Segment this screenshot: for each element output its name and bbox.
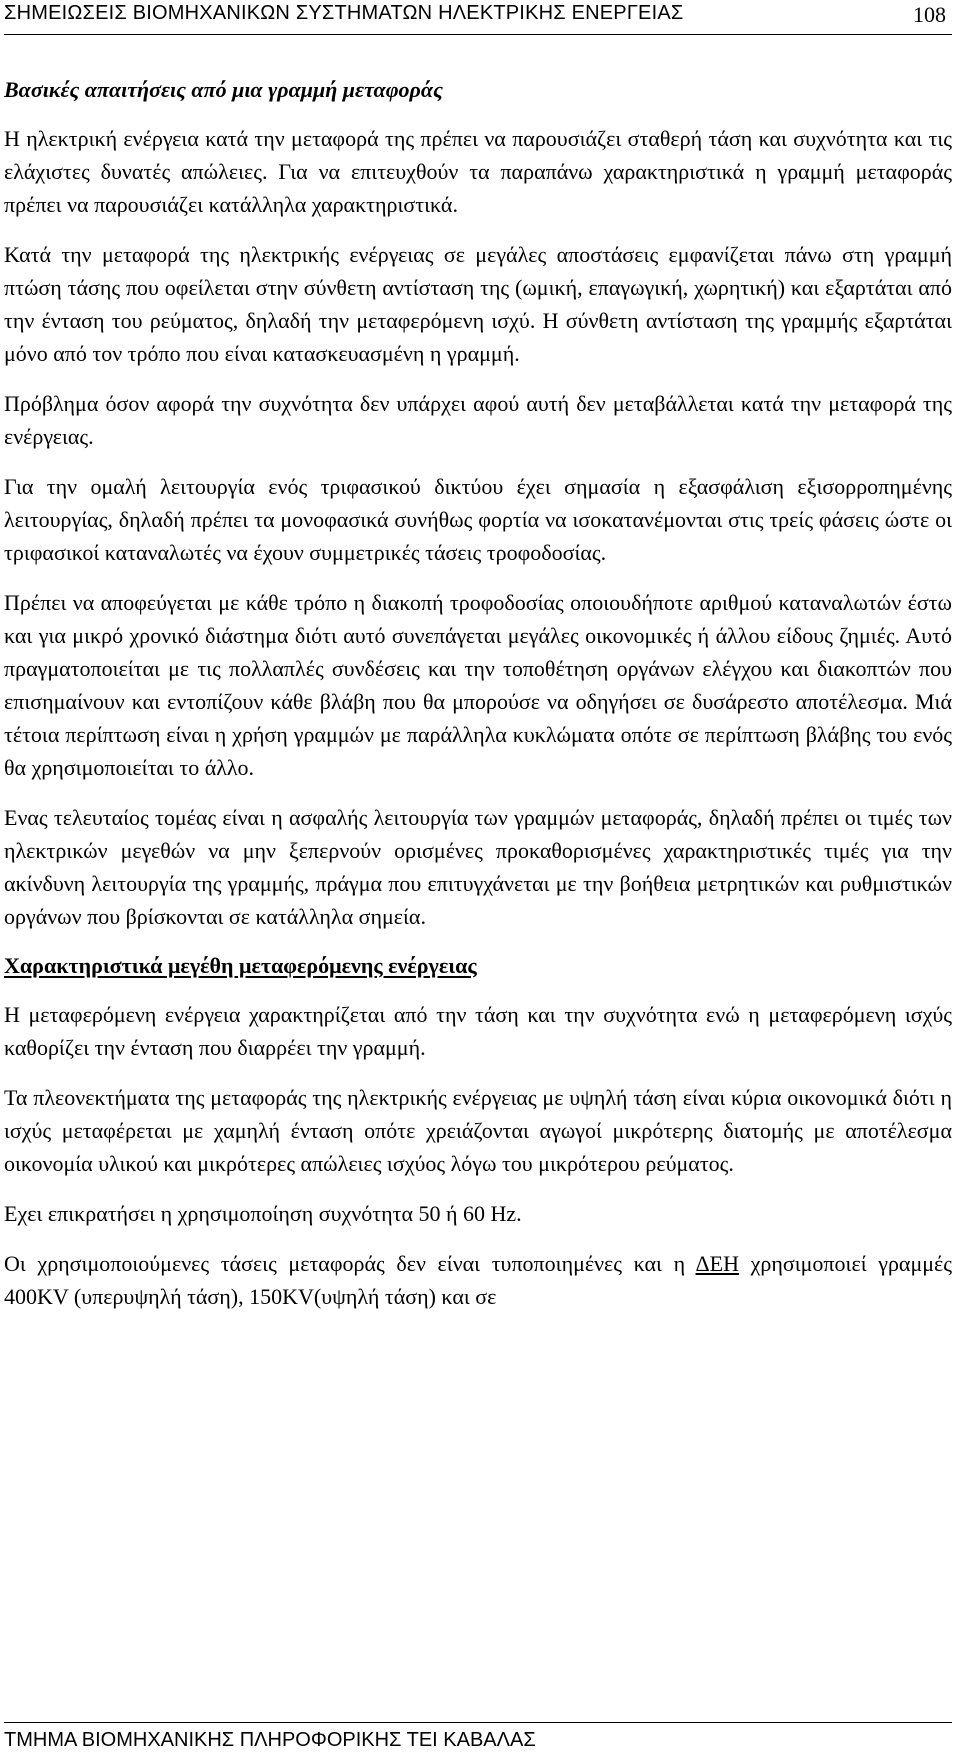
paragraph: Τα πλεονεκτήματα της μεταφοράς της ηλεκτρικής ενέργειας με υψηλή τάση είναι κύρια οικονομικά διότι η ισχύς μεταφέρεται με χαμηλή ένταση οπότε χρειάζονται αγωγοί μικρότερης διατομής με αποτέλεσμα οικονομία υλικού και μικρότερες απώλειες ισχύος λόγω του μικρότερου ρεύματος. [4,1085,952,1176]
paragraph: Πρόβλημα όσον αφορά την συχνότητα δεν υπάρχει αφού αυτή δεν μεταβάλλεται κατά την μεταφορά της ενέργειας. [4,391,952,449]
paragraph: Εχει επικρατήσει η χρησιμοποίηση συχνότητα 50 ή 60 Hz. [4,1201,522,1226]
paragraph: Για την ομαλή λειτουργία ενός τριφασικού δικτύου έχει σημασία η εξασφάλιση εξισορροπημένης λειτουργίας, δηλαδή πρέπει τα μονοφασικά συνήθως φορτία να ισοκατανέμονται στις τρείς φάσεις ώστε οι τριφασικοί καταναλωτές να έχουν συμμετρικές τάσεις τροφοδοσίας. [4,474,952,565]
document-body [4,74,952,1330]
page-number: 108 [913,2,946,27]
paragraph: Η μεταφερόμενη ενέργεια χαρακτηρίζεται από την τάση και την συχνότητα ενώ η μεταφερόμενη ισχύς καθορίζει την ένταση που διαρρέει την γραμμή. [4,1002,952,1060]
page-footer [4,1722,952,1762]
section-heading: Βασικές απαιτήσεις από μια γραμμή μεταφοράς [4,77,443,102]
paragraph-text: χρησιμοποιεί γραμμές 400KV (υπερυψηλή τάση), 150KV(υψηλή τάση) και σε [4,1251,952,1309]
paragraph-text: Οι χρησιμοποιούμενες τάσεις μεταφοράς δεν είναι τυποποιημένες και η [4,1251,696,1276]
paragraph: Η ηλεκτρική ενέργεια κατά την μεταφορά της πρέπει να παρουσιάζει σταθερή τάση και συχνότητα και τις ελάχιστες δυνατές απώλειες. Για να επιτευχθούν τα παραπάνω χαρακτηριστικά η γραμμή μεταφοράς πρέπει να παρουσιάζει κατάλληλα χαρακτηριστικά. [4,126,952,217]
footer-text: ΤΜΗΜΑ ΒΙΟΜΗΧΑΝΙΚΗΣ ΠΛΗΡΟΦΟΡΙΚΗΣ ΤΕΙ ΚΑΒΑΛΑΣ [4,1729,536,1751]
paragraph [4,1247,952,1313]
dei-abbreviation: ΔΕΗ [695,1251,739,1276]
section-heading: Χαρακτηριστικά μεγέθη μεταφερόμενης ενέργειας [4,953,477,978]
paragraph: Ενας τελευταίος τομέας είναι η ασφαλής λειτουργία των γραμμών μεταφοράς, δηλαδή πρέπει οι τιμές των ηλεκτρικών μεγεθών να μην ξεπερνούν ορισμένες προκαθορισμένες χαρακτηριστικές τιμές για την ακίνδυνη λειτουργία της γραμμής, πράγμα που επιτυγχάνεται με την βοήθεια μετρητικών και ρυθμιστικών οργάνων που βρίσκονται σε κατάλληλα σημεία. [4,805,952,929]
paragraph: Πρέπει να αποφεύγεται με κάθε τρόπο η διακοπή τροφοδοσίας οποιουδήποτε αριθμού καταναλωτών έστω και για μικρό χρονικό διάστημα διότι αυτό συνεπάγεται μεγάλες οικονομικές ή άλλου είδους ζημιές. Αυτό πραγματοποιείται με τις πολλαπλές συνδέσεις και την τοποθέτηση οργάνων ελέγχου και διακοπτών που επισημαίνουν και εντοπίζουν κάθε βλάβη που θα μπορούσε να οδηγήσει σε δυσάρεστο αποτέλεσμα. Μιά τέτοια περίπτωση είναι η χρήση γραμμών με παράλληλα κυκλώματα οπότε σε περίπτωση βλάβης του ενός θα χρησιμοποιείται το άλλο. [4,590,952,780]
header-title: ΣΗΜΕΙΩΣΕΙΣ ΒΙΟΜΗΧΑΝΙΚΩΝ ΣΥΣΤΗΜΑΤΩΝ ΗΛΕΚΤΡΙΚΗΣ ΕΝΕΡΓΕΙΑΣ [4,2,684,24]
page-header [4,0,952,35]
paragraph: Κατά την μεταφορά της ηλεκτρικής ενέργειας σε μεγάλες αποστάσεις εμφανίζεται πάνω στη γραμμή πτώση τάσης που οφείλεται στην σύνθετη αντίσταση της (ωμική, επαγωγική, χωρητική) και εξαρτάται από την ένταση του ρεύματος, δηλαδή την μεταφερόμενη ισχύ. Η σύνθετη αντίσταση της γραμμής εξαρτάται μόνο από τον τρόπο που είναι κατασκευασμένη η γραμμή. [4,242,952,366]
